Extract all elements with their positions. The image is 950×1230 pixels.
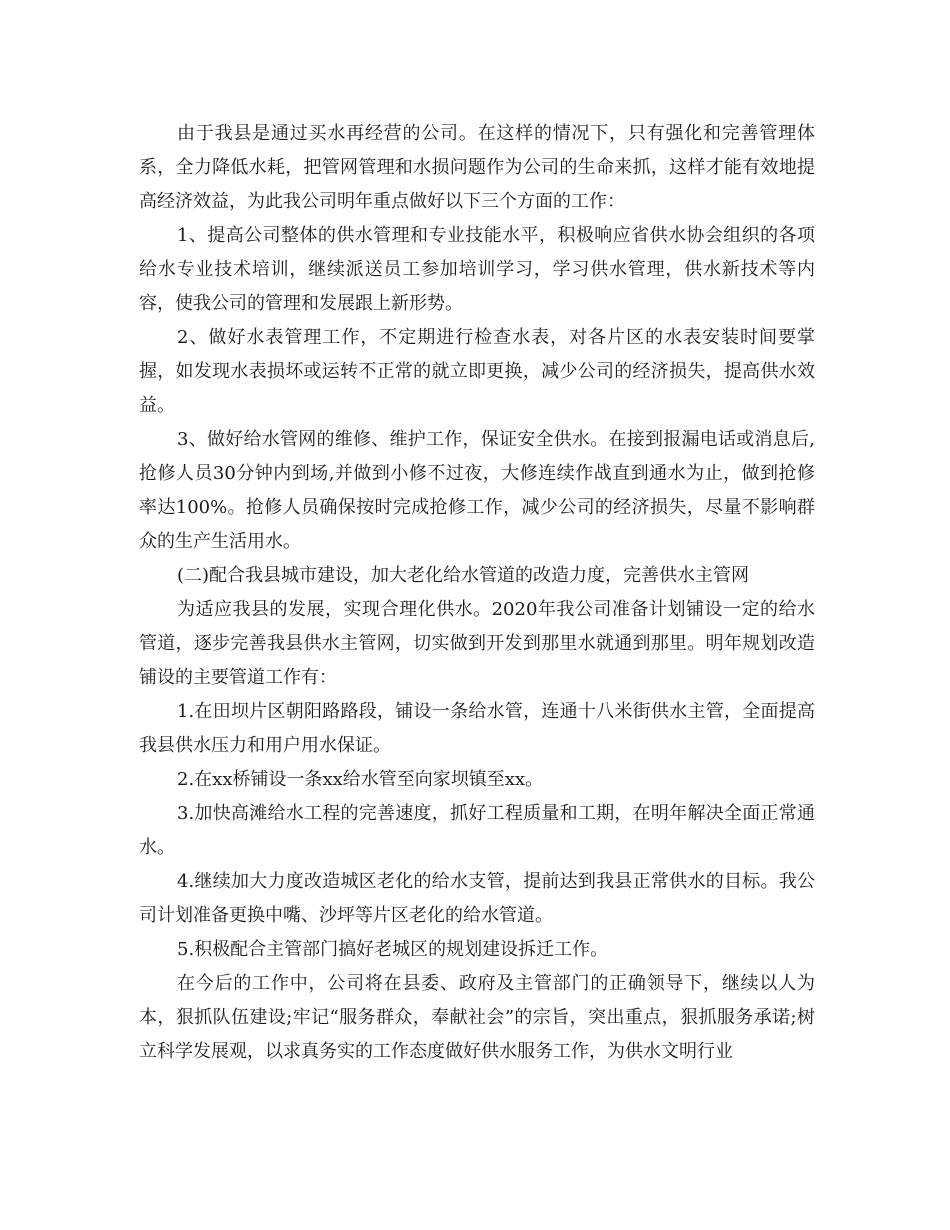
document-body [139, 117, 815, 1069]
section-heading-2: (二)配合我县城市建设，加大老化给水管道的改造力度，完善供水主管网 [177, 565, 750, 586]
paragraph-closing: 在今后的工作中，公司将在县委、政府及主管部门的正确领导下，继续以人为本，狠抓队伍建设;牢记“服务群众，奉献社会”的宗旨，突出重点，狠抓服务承诺;树立科学发展观，以求真务实的工作态度做好供水服务工作，为供水文明行业 [139, 973, 815, 1062]
paragraph-item-1: 1、提高公司整体的供水管理和专业技能水平，积极响应省供水协会组织的各项给水专业技术培训，继续派送员工参加培训学习，学习供水管理，供水新技术等内容，使我公司的管理和发展跟上新形势。 [139, 225, 815, 314]
plan-item-3: 3.加快高滩给水工程的完善速度，抓好工程质量和工期，在明年解决全面正常通水。 [139, 803, 815, 858]
plan-item-2: 2.在xx桥铺设一条xx给水管至向家坝镇至xx。 [177, 769, 544, 790]
plan-item-5: 5.积极配合主管部门搞好老城区的规划建设拆迁工作。 [177, 939, 609, 960]
paragraph-section-intro: 为适应我县的发展，实现合理化供水。2020年我公司准备计划铺设一定的给水管道，逐步完善我县供水主管网，切实做到开发到那里水就通到那里。明年规划改造铺设的主要管道工作有： [139, 599, 815, 688]
paragraph-intro: 由于我县是通过买水再经营的公司。在这样的情况下，只有强化和完善管理体系，全力降低水耗，把管网管理和水损问题作为公司的生命来抓，这样才能有效地提高经济效益，为此我公司明年重点做好以下三个方面的工作： [139, 123, 815, 212]
paragraph-item-3: 3、做好给水管网的维修、维护工作，保证安全供水。在接到报漏电话或消息后,抢修人员30分钟内到场,并做到小修不过夜，大修连续作战直到通水为止，做到抢修率达100%。抢修人员确保按时完成抢修工作，减少公司的经济损失，尽量不影响群众的生产生活用水。 [139, 429, 815, 552]
plan-item-4: 4.继续加大力度改造城区老化的给水支管，提前达到我县正常供水的目标。我公司计划准备更换中嘴、沙坪等片区老化的给水管道。 [139, 871, 815, 926]
plan-item-1: 1.在田坝片区朝阳路路段，铺设一条给水管，连通十八米街供水主管，全面提高我县供水压力和用户用水保证。 [139, 701, 815, 756]
paragraph-item-2: 2、做好水表管理工作，不定期进行检查水表，对各片区的水表安装时间要掌握，如发现水表损坏或运转不正常的就立即更换，减少公司的经济损失，提高供水效益。 [139, 327, 815, 416]
